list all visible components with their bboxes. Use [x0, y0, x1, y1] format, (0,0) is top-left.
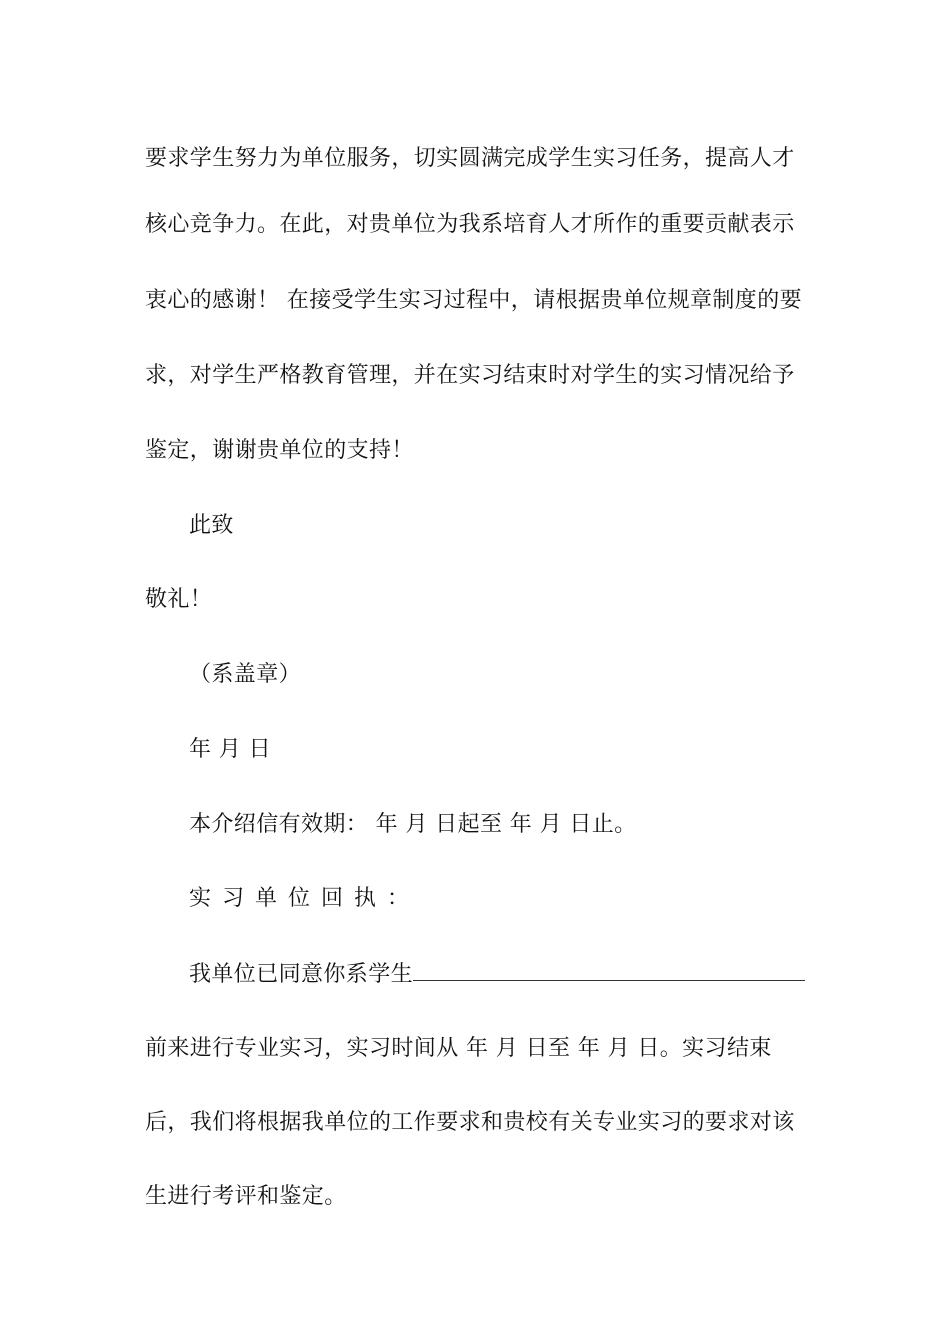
receipt-title: 实习单位回执： — [189, 886, 421, 911]
receipt-line-1: 前来进行专业实习，实习时间从 年 月 日至 年 月 日。实习结束 — [145, 1036, 772, 1061]
paragraph-line-4: 求，对学生严格教育管理，并在实习结束时对学生的实习情况给予 — [145, 363, 795, 388]
student-name-blank — [413, 958, 805, 981]
paragraph-line-5: 鉴定，谢谢贵单位的支持！ — [145, 438, 414, 463]
receipt-line-2: 后，我们将根据我单位的工作要求和贵校有关专业实习的要求对该 — [145, 1110, 795, 1135]
paragraph-line-2: 核心竞争力。在此，对贵单位为我系培育人才所作的重要贡献表示 — [145, 212, 795, 237]
receipt-line-3: 生进行考评和鉴定。 — [145, 1184, 347, 1209]
seal-note: （系盖章） — [189, 662, 302, 687]
closing-salutation: 此致 — [189, 513, 234, 538]
date-line: 年 月 日 — [189, 737, 271, 762]
receipt-intro-text: 我单位已同意你系学生 — [189, 962, 414, 987]
closing-regards: 敬礼！ — [145, 587, 213, 612]
receipt-intro-line — [189, 958, 807, 990]
validity-line: 本介绍信有效期： 年 月 日起至 年 月 日止。 — [189, 812, 637, 837]
paragraph-line-3: 衷心的感谢！ 在接受学生实习过程中，请根据贵单位规章制度的要 — [145, 288, 802, 313]
paragraph-line-1: 要求学生努力为单位服务，切实圆满完成学生实习任务，提高人才 — [145, 146, 795, 171]
